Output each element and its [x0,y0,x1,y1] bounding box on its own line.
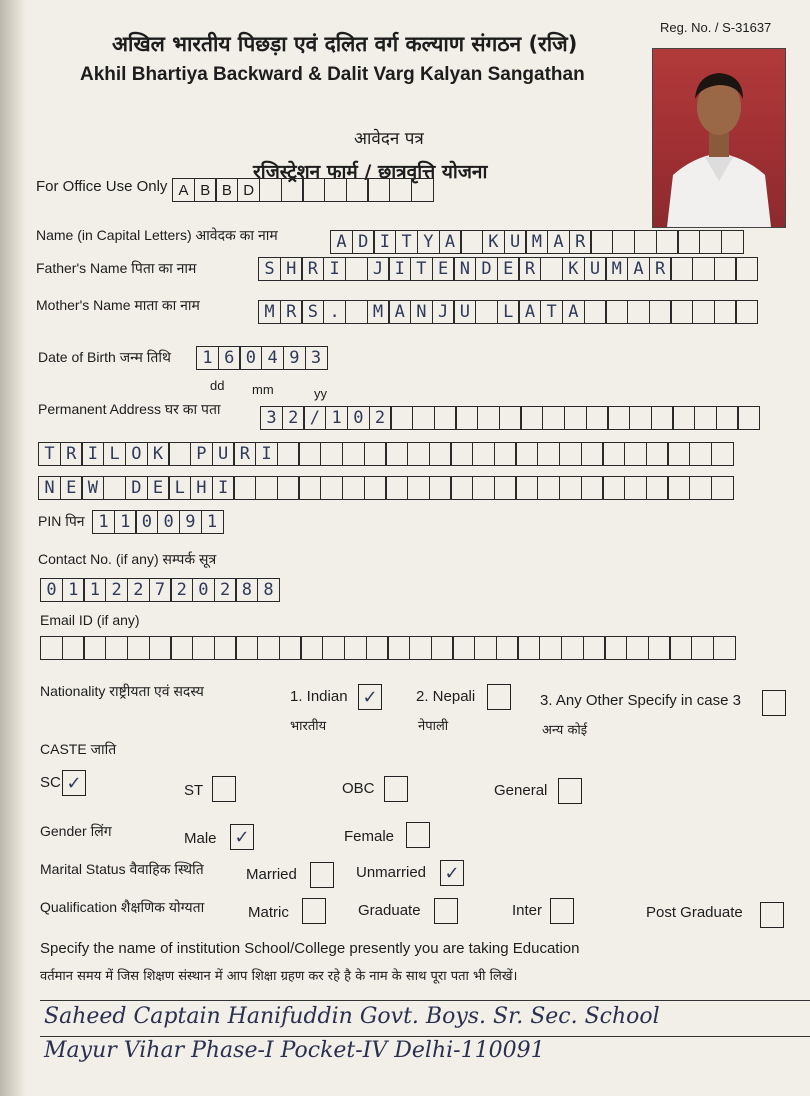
char-box[interactable] [624,442,647,466]
char-box[interactable]: T [38,442,61,466]
dob-dd-hint: dd [210,378,225,393]
char-box[interactable] [612,230,635,254]
qualification-pg-label: Post Graduate [646,904,743,921]
address-label: Permanent Address घर का पता [38,401,221,417]
char-box[interactable] [170,636,193,660]
char-box[interactable]: N [453,257,476,281]
qualification-label: Qualification शैक्षणिक योग्यता [40,899,205,915]
nationality-nepali-hindi: नेपाली [418,719,449,734]
nationality-label: Nationality राष्ट्रीयता एवं सदस्य [40,683,204,699]
dob-boxes[interactable] [196,346,326,370]
mother-name-boxes[interactable] [258,300,757,324]
char-box[interactable] [629,406,652,430]
char-box[interactable]: 1 [325,406,348,430]
gender-male-label: Male [184,830,217,847]
char-box[interactable]: D [475,257,498,281]
char-box[interactable] [607,406,630,430]
char-box[interactable]: L [497,300,520,324]
char-box[interactable] [257,636,280,660]
char-box[interactable] [561,636,584,660]
char-box[interactable] [737,406,760,430]
char-box[interactable] [691,636,714,660]
char-box[interactable] [517,636,540,660]
char-box[interactable]: I [81,442,104,466]
caste-st-checkbox[interactable] [212,776,236,802]
institution-line-2 [40,1036,810,1037]
char-box[interactable] [735,257,758,281]
char-box[interactable]: L [103,442,126,466]
char-box[interactable] [434,406,457,430]
char-box[interactable] [103,476,126,500]
char-box[interactable] [127,636,150,660]
char-box[interactable] [713,636,736,660]
char-box[interactable] [626,636,649,660]
char-box[interactable] [515,442,538,466]
char-box[interactable] [584,300,607,324]
char-box[interactable] [499,406,522,430]
dob-yy-hint: yy [314,386,327,401]
char-box[interactable]: I [373,230,396,254]
char-box[interactable] [214,636,237,660]
char-box[interactable] [542,406,565,430]
char-box[interactable] [627,300,650,324]
char-box[interactable]: T [540,300,563,324]
mother-name-label: Mother's Name माता का नाम [36,297,200,313]
char-box[interactable]: M [367,300,390,324]
char-box[interactable]: A [547,230,570,254]
char-box[interactable] [40,636,63,660]
address-line3-boxes[interactable] [38,476,733,500]
char-box[interactable] [672,406,695,430]
char-box[interactable]: 2 [214,578,237,602]
char-box[interactable] [302,178,325,202]
char-box[interactable] [390,406,413,430]
char-box[interactable] [105,636,128,660]
caste-st-label: ST [184,782,204,799]
char-box[interactable] [604,636,627,660]
char-box[interactable]: 0 [40,578,63,602]
char-box[interactable] [259,178,282,202]
char-box[interactable] [496,636,519,660]
char-box[interactable]: 8 [257,578,280,602]
office-use-label: For Office Use Only [36,178,168,195]
char-box[interactable] [667,476,690,500]
char-box[interactable] [689,476,712,500]
char-box[interactable]: A [172,178,195,202]
name-boxes[interactable] [330,230,742,254]
char-box[interactable] [83,636,106,660]
nationality-other-hindi: अन्य कोई [542,723,588,738]
char-box[interactable]: E [432,257,455,281]
form-subtitle: रजिस्ट्रेशन फार्म / छात्रवृत्ति योजना [253,161,488,183]
char-box[interactable]: U [504,230,527,254]
form-title-hindi: आवेदन पत्र [354,129,424,149]
char-box[interactable]: B [194,178,217,202]
char-box[interactable] [648,636,671,660]
char-box[interactable]: 0 [347,406,370,430]
char-box[interactable] [494,442,517,466]
char-box[interactable]: R [280,300,303,324]
char-box[interactable]: 9 [283,346,306,370]
char-box[interactable] [472,442,495,466]
char-box[interactable] [429,476,452,500]
char-box[interactable] [721,230,744,254]
name-label: Name (in Capital Letters) आवेदक का नाम [36,227,278,243]
char-box[interactable] [407,476,430,500]
char-box[interactable] [255,476,278,500]
char-box[interactable] [281,178,304,202]
char-box[interactable] [346,178,369,202]
char-box[interactable]: L [168,476,191,500]
char-box[interactable] [387,636,410,660]
char-box[interactable]: 0 [239,346,262,370]
char-box[interactable]: P [190,442,213,466]
nationality-nepali-label: 2. Nepali [416,688,476,705]
char-box[interactable] [344,636,367,660]
char-box[interactable] [367,178,390,202]
char-box[interactable]: D [125,476,148,500]
father-name-label: Father's Name पिता का नाम [36,260,197,276]
char-box[interactable]: M [258,300,281,324]
char-box[interactable]: I [212,476,235,500]
char-box[interactable] [583,636,606,660]
office-use-boxes[interactable] [172,178,432,202]
page-binding-edge [0,0,26,1096]
qualification-inter-checkbox[interactable] [550,898,574,924]
char-box[interactable] [342,442,365,466]
char-box[interactable]: R [233,442,256,466]
char-box[interactable] [634,230,657,254]
char-box[interactable] [455,406,478,430]
qualification-inter-label: Inter [512,902,543,919]
char-box[interactable] [385,442,408,466]
char-box[interactable]: R [649,257,672,281]
gender-label: Gender लिंग [40,823,112,839]
char-box[interactable] [412,406,435,430]
char-box[interactable]: S [301,300,324,324]
caste-sc-label: SC [40,774,61,791]
char-box[interactable] [515,476,538,500]
char-box[interactable]: 1 [83,578,106,602]
institution-label-hindi: वर्तमान समय में जिस शिक्षण संस्थान में आप शिक्षा ग्रहण कर रहे है के नाम के साथ पूरा पता भी लिखें। [40,969,518,984]
char-box[interactable] [277,442,300,466]
char-box[interactable] [494,476,517,500]
institution-handwritten-line2[interactable]: Mayur Vihar Phase-I Pocket-IV Delhi-110091 [44,1038,545,1063]
caste-sc-checkbox[interactable]: ✓ [62,770,86,796]
father-name-boxes[interactable] [258,257,757,281]
char-box[interactable] [364,476,387,500]
char-box[interactable] [149,636,172,660]
char-box[interactable]: K [482,230,505,254]
char-box[interactable]: A [518,300,541,324]
char-box[interactable]: W [81,476,104,500]
char-box[interactable]: R [301,257,324,281]
char-box[interactable] [590,230,613,254]
char-box[interactable]: E [60,476,83,500]
char-box[interactable] [564,406,587,430]
char-box[interactable]: E [497,257,520,281]
caste-general-checkbox[interactable] [558,778,582,804]
char-box[interactable] [364,442,387,466]
char-box[interactable] [539,636,562,660]
char-box[interactable]: 1 [201,510,224,534]
char-box[interactable]: I [388,257,411,281]
char-box[interactable] [411,178,434,202]
char-box[interactable] [692,300,715,324]
char-box[interactable] [711,442,734,466]
char-box[interactable]: T [395,230,418,254]
char-box[interactable]: U [584,257,607,281]
char-box[interactable]: M [605,257,628,281]
char-box[interactable]: A [562,300,585,324]
char-box[interactable]: N [410,300,433,324]
char-box[interactable] [624,476,647,500]
char-box[interactable] [711,476,734,500]
nationality-other-label: 3. Any Other Specify in case 3 [540,692,741,709]
char-box[interactable] [452,636,475,660]
char-box[interactable]: 1 [114,510,137,534]
char-box[interactable] [366,636,389,660]
caste-obc-label: OBC [342,780,375,797]
char-box[interactable]: 2 [105,578,128,602]
email-label: Email ID (if any) [40,612,140,628]
char-box[interactable] [559,442,582,466]
char-box[interactable]: 2 [282,406,305,430]
char-box[interactable] [520,406,543,430]
nationality-other-checkbox[interactable] [762,690,786,716]
char-box[interactable]: R [569,230,592,254]
char-box[interactable]: B [215,178,238,202]
char-box[interactable] [279,636,302,660]
char-box[interactable]: J [432,300,455,324]
char-box[interactable] [667,442,690,466]
char-box[interactable] [605,300,628,324]
institution-label-english: Specify the name of institution School/College presently you are taking Education [40,940,580,957]
char-box[interactable] [537,476,560,500]
char-box[interactable]: 6 [218,346,241,370]
char-box[interactable]: 4 [261,346,284,370]
char-box[interactable] [735,300,758,324]
char-box[interactable]: T [410,257,433,281]
char-box[interactable]: A [627,257,650,281]
char-box[interactable] [62,636,85,660]
caste-obc-checkbox[interactable] [384,776,408,802]
marital-unmarried-label: Unmarried [356,864,427,881]
gender-female-label: Female [344,828,395,845]
char-box[interactable]: 1 [62,578,85,602]
char-box[interactable]: O [125,442,148,466]
char-box[interactable] [277,476,300,500]
char-box[interactable]: K [147,442,170,466]
char-box[interactable] [342,476,365,500]
pin-boxes[interactable] [92,510,222,534]
char-box[interactable]: M [525,230,548,254]
char-box[interactable] [407,442,430,466]
char-box[interactable] [694,406,717,430]
char-box[interactable] [409,636,432,660]
char-box[interactable] [450,442,473,466]
email-boxes[interactable] [40,636,735,660]
nationality-nepali-checkbox[interactable] [487,684,511,710]
address-line2-boxes[interactable] [38,442,733,466]
marital-label: Marital Status वैवाहिक स्थिति [40,861,204,877]
char-box[interactable] [389,178,412,202]
marital-married-label: Married [246,866,297,883]
char-box[interactable]: 1 [196,346,219,370]
char-box[interactable] [714,300,737,324]
char-box[interactable] [581,442,604,466]
char-box[interactable]: 7 [149,578,172,602]
pin-label: PIN पिन [38,513,85,529]
char-box[interactable] [670,257,693,281]
char-box[interactable] [670,300,693,324]
reg-number: Reg. No. / S-31637 [660,20,772,35]
char-box[interactable] [324,178,347,202]
char-box[interactable] [322,636,345,660]
org-name-english: Akhil Bhartiya Backward & Dalit Varg Kalyan Sangathan [80,64,585,85]
char-box[interactable] [345,300,368,324]
char-box[interactable] [235,636,258,660]
char-box[interactable]: . [323,300,346,324]
char-box[interactable] [450,476,473,500]
nationality-indian-checkbox[interactable]: ✓ [358,684,382,710]
gender-male-checkbox[interactable]: ✓ [230,824,254,850]
dob-mm-hint: mm [252,382,274,397]
char-box[interactable] [168,442,191,466]
char-box[interactable]: A [388,300,411,324]
char-box[interactable]: 3 [260,406,283,430]
char-box[interactable] [646,442,669,466]
char-box[interactable] [298,442,321,466]
char-box[interactable]: D [352,230,375,254]
char-box[interactable]: 0 [157,510,180,534]
char-box[interactable] [540,257,563,281]
contact-label: Contact No. (if any) सम्पर्क सूत्र [38,551,217,567]
char-box[interactable]: 1 [92,510,115,534]
org-name-hindi: अखिल भारतीय पिछड़ा एवं दलित वर्ग कल्याण संगठन (रजि) [112,32,578,56]
char-box[interactable] [475,300,498,324]
char-box[interactable] [669,636,692,660]
char-box[interactable] [345,257,368,281]
char-box[interactable] [692,257,715,281]
char-box[interactable] [431,636,454,660]
char-box[interactable]: A [330,230,353,254]
char-box[interactable] [689,442,712,466]
address-line1-boxes[interactable] [260,406,759,430]
char-box[interactable]: R [60,442,83,466]
qualification-pg-checkbox[interactable] [760,902,784,928]
char-box[interactable]: J [367,257,390,281]
char-box[interactable]: U [453,300,476,324]
qualification-matric-checkbox[interactable] [302,898,326,924]
contact-boxes[interactable] [40,578,279,602]
char-box[interactable]: 8 [235,578,258,602]
char-box[interactable] [298,476,321,500]
char-box[interactable] [385,476,408,500]
char-box[interactable] [537,442,560,466]
char-box[interactable]: A [439,230,462,254]
char-box[interactable]: E [147,476,170,500]
char-box[interactable] [581,476,604,500]
qualification-matric-label: Matric [248,904,289,921]
institution-line-1 [40,1000,810,1001]
char-box[interactable]: 3 [305,346,328,370]
gender-female-checkbox[interactable] [406,822,430,848]
char-box[interactable] [677,230,700,254]
char-box[interactable] [233,476,256,500]
char-box[interactable]: 2 [127,578,150,602]
char-box[interactable]: 9 [179,510,202,534]
char-box[interactable] [320,476,343,500]
char-box[interactable]: 2 [170,578,193,602]
char-box[interactable]: D [237,178,260,202]
applicant-photo [652,48,786,228]
char-box[interactable] [320,442,343,466]
char-box[interactable]: / [303,406,326,430]
dob-label: Date of Birth जन्म तिथि [38,349,171,365]
marital-married-checkbox[interactable] [310,862,334,888]
char-box[interactable] [192,636,215,660]
char-box[interactable] [586,406,609,430]
char-box[interactable]: 0 [192,578,215,602]
char-box[interactable]: K [562,257,585,281]
marital-unmarried-checkbox[interactable]: ✓ [440,860,464,886]
char-box[interactable] [714,257,737,281]
qualification-graduate-checkbox[interactable] [434,898,458,924]
char-box[interactable] [474,636,497,660]
char-box[interactable] [602,476,625,500]
char-box[interactable] [472,476,495,500]
qualification-graduate-label: Graduate [358,902,421,919]
char-box[interactable]: I [255,442,278,466]
char-box[interactable]: N [38,476,61,500]
caste-general-label: General [494,782,548,799]
char-box[interactable]: I [323,257,346,281]
char-box[interactable] [649,300,672,324]
caste-label: CASTE जाति [40,741,117,757]
char-box[interactable] [656,230,679,254]
char-box[interactable] [559,476,582,500]
char-box[interactable]: 2 [369,406,392,430]
char-box[interactable] [300,636,323,660]
char-box[interactable]: 0 [135,510,158,534]
institution-handwritten-line1[interactable]: Saheed Captain Hanifuddin Govt. Boys. Sr. Sec. School [44,1004,660,1029]
char-box[interactable]: H [190,476,213,500]
char-box[interactable] [460,230,483,254]
char-box[interactable] [699,230,722,254]
char-box[interactable] [477,406,500,430]
char-box[interactable]: Y [417,230,440,254]
nationality-indian-label: 1. Indian [290,688,348,705]
char-box[interactable] [716,406,739,430]
char-box[interactable] [429,442,452,466]
char-box[interactable]: U [212,442,235,466]
char-box[interactable] [602,442,625,466]
char-box[interactable]: R [518,257,541,281]
char-box[interactable] [646,476,669,500]
nationality-indian-hindi: भारतीय [290,719,327,734]
char-box[interactable]: S [258,257,281,281]
char-box[interactable]: H [280,257,303,281]
char-box[interactable] [651,406,674,430]
